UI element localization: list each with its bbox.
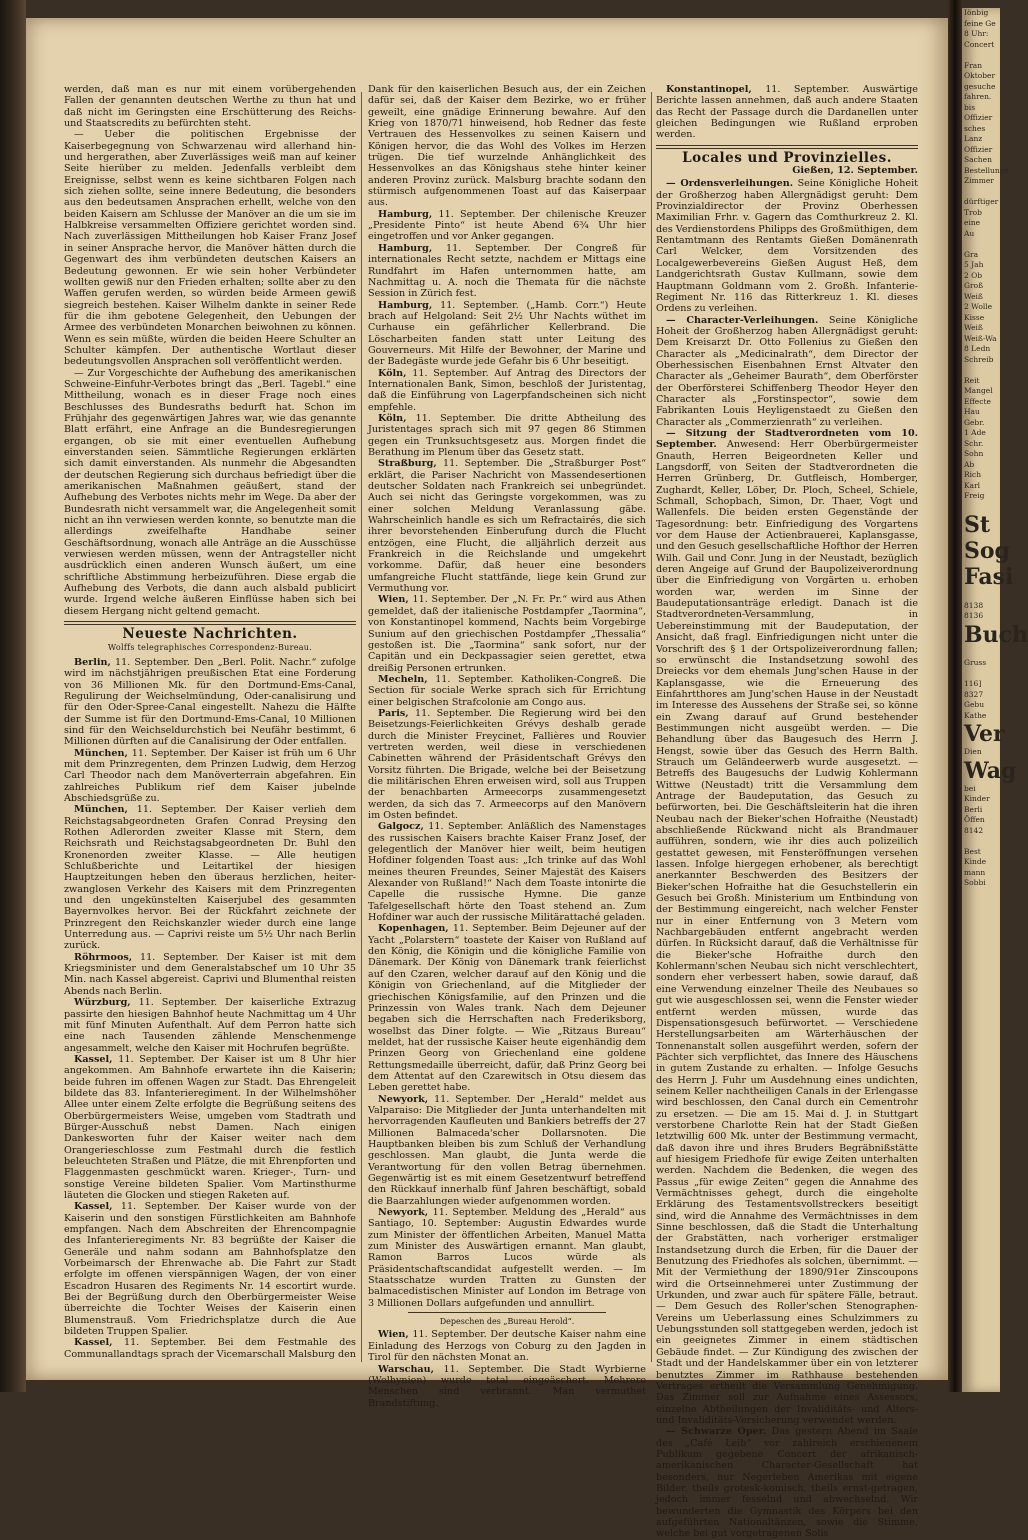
next-page-line [962,836,1000,847]
section-subheading: Wolffs telegraphisches Correspondenz-Bureau. [107,642,313,652]
dateline: München, [74,804,128,816]
news-text: 11. September. Die Regierung wird bei den Beisetzungs-Feierlichkeiten Grévys deshalb gerade durch die Minister Freycinet, Fallières und Rouvier vertreten werden, weil diese in verschiedenen Cabinetten während der Präsidentschaft Grévys den Vorsitz führten. Die Brigade, welche bei der Beisetzung die militärischen Ehren erweisen wird, soll aus Truppen der benachbarten Armeecorps zusammengesetzt werden, da sich das 7. Armeecorps auf den Manövern im Osten befindet. [368,707,646,821]
news-item [64,1054,356,1201]
next-page-line: 8 Ledn [964,344,991,353]
next-page-line [962,365,1000,376]
local-item [656,315,918,428]
dateline: Straßburg, [378,458,437,470]
next-page-line: Gebu [964,700,985,709]
next-page-line: 8138 [964,600,984,610]
news-text: 11. September. Bei dem Festmahle des Communallandtags sprach der Vicemarschall Malsburg den [64,1337,356,1360]
dateline: Röhrmoos, [74,951,133,963]
news-item [64,657,356,748]
news-item [64,1337,356,1360]
news-text: 11. September. Der „Herald“ meldet aus Valparaiso: Die Mitglieder der Junta unterhandelten mit hervorragenden Kaufleuten und Bankiers betreffs der 27 Millionen Balmaceda'scher Dollarsnoten. Die Hauptbanken bleiben bis zum Schluß der Verhandlung geschlossen. Man glaubt, die Junta werde die Verantwortung für den vollen Betrag übernehmen. Gegenwärtig ist es mit einem Gesetzentwurf betreffend den Rückkauf innerhalb fünf Jahren beschäftigt, sobald die Baarzahlungen wieder aufgenommen worden. [368,1093,646,1207]
news-text: 11. September. Der kaiserliche Extrazug passirte den hiesigen Bahnhof heute Nachmittag um 4 Uhr mit fünf Minuten Aufenthalt. Auf dem Perron hatte sich eine nach Tausenden zählende Menschenmenge angesammelt, welche den Kaiser mit Hochrufen begrüßte. [64,997,356,1054]
next-page-line: Ver [964,721,1005,747]
next-page-line: Trob [964,207,982,217]
news-text: 11. September. Der chilenische Kreuzer „Presidente Pinto“ ist heute Abend 6¾ Uhr hier eingetroffen und vor Anker gegangen. [368,208,646,243]
dateline: Würzburg, [74,997,131,1009]
news-item [368,1329,646,1363]
local-text: Das gestern Abend im Saale des „Café Leib“ vor zahlreich erschienenem Publikum gegebene Concert der afrikanisch-amerikanischen Character-Gesellschaft hat besonders, nur Negerleben Amerikas mit eigene Bilder, theils grotesk-komisch, theils ernst-getragen, jedoch immer fesselnd und abwechselnd. Wir bewunderten die Gymnastik des Körpers bei den aufgeführten Nationaltänzen, sowie die Stimme, welche bei gut vorgetragenen Solis [656,1426,918,1540]
next-page-line: Wag [964,757,1017,784]
dateline: Newyork, [378,1207,429,1219]
news-item [368,708,646,821]
local-item [656,1426,918,1539]
next-page-line [962,239,1000,250]
news-text: 11. September. Der Kaiser ist früh um 6 Uhr mit dem Prinzregenten, dem Prinzen Ludwig, dem Herzog Carl Theodor nach dem Manöverterrain abgefahren. Ein zahlreiches Publikum rief dem Kaiser jubelnde Abschiedsgrüße zu. [64,747,356,804]
dateline: Paris, [378,707,409,719]
column-rule [651,92,652,1362]
news-item [368,1207,646,1309]
dateline: Wien, [378,1329,409,1341]
next-page-line: Weiß-Wa [964,333,997,343]
next-page-line: bis [964,102,976,112]
next-page-line [962,590,1000,601]
dateline: Hamburg, [378,208,433,220]
depeschen-heading: Depeschen des „Bureau Herold“. [439,1317,575,1327]
next-page-line: 8142 [964,825,984,835]
news-item [368,209,646,243]
news-text: 11. September. Auf Antrag des Directors der Internationalen Bank, Simon, beschloß der Juristentag, daß die Einführung von Lagerpfandscheinen sich nicht empfehle. [368,367,646,413]
next-page-line: Mangel [964,386,993,395]
book-gutter [948,0,962,1392]
news-item [368,821,646,923]
section-divider [64,621,356,625]
next-page-line: Sobbi [964,878,986,887]
news-item [64,952,356,997]
next-page-line: 116] [964,679,982,688]
next-page-line: Fasi [964,564,1014,590]
next-page-line [962,50,1000,61]
next-page-line: Bestellungs [964,165,1009,175]
next-page-line: 8 Uhr: [964,29,989,38]
dateline: Kopenhagen, [378,923,449,935]
article-paragraph: — Ueber die politischen Ergebnisse der Kaiserbegegnung von Schwarzenau wird allerhand hin- und hergerathen, aber Zuverlässiges weiß man auf keiner Seite hierüber zu melden. Jedenfalls verbleibt dem Ereignisse, selbst wenn es keine sichtbaren Folgen nach sich ziehen sollte, seine innere Bedeutung, die besonders aus den bedeutsamen Ansprachen erhellt, welche von den beiden Kaisern am Schlusse der Manöver an die um sie im Halbkreise versammelten Offiziere gerichtet worden sind. Nach zuverlässigen Mittheilungen hob Kaiser Franz Josef in seiner Ansprache hervor, die Manöver hätten durch die Gegenwart des ihm verbündeten deutschen Kaisers an Bedeutung gewonnen. Er wie sein hoher Verbündeter wollten gewiß nur den Frieden erhalten; sollte aber zu den Waffen gerufen werden, so würden beide Armeen gewiß siegreich bestehen. Kaiser Wilhelm dankte in seiner Rede für die ihm gebotene Gelegenheit, den Uebungen der Armee des verbündeten Monarchen beiwohnen zu können. Wenn es sein müßte, würden die beiden Heere Schulter an Schulter kämpfen. Der authentische Wortlaut dieser bedeutungsvollen Ansprachen soll veröffentlicht werden. [64,129,356,368]
next-page-line [962,187,1000,198]
dateline: Hamburg, [378,242,433,254]
next-page-fragment [962,8,1028,1392]
local-text: Anwesend: Herr Oberbürgermeister Gnauth, Herren Beigeordneten Keller und Langsdorff, von Seiten der Stadtverordneten die Herren Grünberg, Dr. Gutfleisch, Homberger, Zughardt, Keller, Löber, Dr. Ploch, Scheel, Schiele, Schmall, Schopbach, Simon, Dr. Thaer, Vogt und Wallenfels. Die beiden ersten Gegenstände der Tagesordnung: betr. Einfriedigung des Vorgartens vor dem Hause der Actienbrauerei, Kaplansgasse, und den Gesuch gesellschaftliche Hofthor der Herren Wilh. Gail und Conr. Jung in der Neustadt, bezüglich deren Angeige auf Grund der Baupolizeiverordnung über die Einfriedigung von Vorgärten u. erhoben worden war, werden im Sinne der Baudeputationsanträge erledigt. Danach ist die Stadtverordneten-Versammlung, in Uebereinstimmung mit der Baudeputation, der Ansicht, daß fragl. Einfriedigungen nicht unter die Vorschrift des § 1 der Ortspolizeiverordnung fallen; so erwünscht die Instandsetzung sowohl des Dreiecks vor dem ehemals Jung'schen Hause in der Kaplansgasse, wie die Erneuerung des Einfahrtthores am Jung'schen Hause in der Neustadt im Interesse des Aussehens der Straße sei, so könne ein Zwang darauf auf Grund bestehender Bestimmungen nicht ausgeübt werden. — Die Behandlung über das Baugesuch des Herrn J. Hengst, sowie über das Gesuch des Herrn Balth. Strauch um Geländeerwerb wurde ausgesetzt. — Betreffs des Baugesuchs der Ludwig Kohlermann Wittwe (Neustadt) tritt die Versammlung dem Antrage der Baudeputation, das Gesuch zu befürworten, bei. Die Geschäftsleiterin hat die ihren Neubau nach der Bieker'schen Hofraithe (Neustadt) abschließende Rückwand nicht als Brandmauer aufführen, sondern, wie ihr dies auch polizeilich gestattet gewesen, mit Fensteröffnungen versehen lassen. Infolge hiergegen erhobener, als berechtigt anerkannter Beschwerden des Besitzers der Bieker'schen Hofraithe hat die Gesuchstellerin ein Gesuch bei Großh. Ministerium um Entbindung von der Bestimmung eingereicht, nach welcher Fenster nur in einer Entfernung von 3 Metern vom Nachbargebäuden entfernt angebracht werden dürfen. In Rücksicht darauf, daß die Verhältnisse für die Bieker'sche Hofraithe durch den Kohlermann'schen Neubau sich nicht verschlechtert, sondern eher verbessert haben, sowie darauf, daß eine Verwendung einzelner Theile des Neubaues so gut wie ausgeschlossen sei, wenn die Fenster wieder entfernt werden müssen, wurde das Dispensationsgesuch befürwortet. — Verschiedene Herstellungsarbeiten am Wärterhäuschen der Tonnenanstalt sollen ausgeführt werden, sofern der Pächter sich verpflichtet, das Innere des Häuschens in gutem Zustande zu erhalten. — Infolge Gesuchs des Herrn J. Fuhr um Ausdehnung eines undichten, seinem Keller nachtheiligen Canals in der Erlengasse wird beschlossen, den Canal durch ein Cementrohr zu ersetzen. — Die am 15. Mai d. J. in Stuttgart verstorbene Charlotte Rein hat der Stadt Gießen letztwillig 600 Mk. unter der Bestimmung vermacht, daß davon ihre und ihres Bruders Begräbnißstätte auf hiesigem Friedhofe für ewige Zeiten unterhalten werden. Nachdem die Bedenken, die wegen des Passus „für ewige Zeiten“ gegen die Annahme des Vermächtnisses gehegt, durch die eingeholte Erklärung des Testamentsvollstreckers beseitigt sind, wird die Annahme des Vermächtnisses in dem Sinne beschlossen, daß die Stadt die Unterhaltung der Grabstätten, nach vorheriger erstmaliger Instandsetzung durch die Erben, für die Dauer der Benutzung des Friedhofes als solchen, übernimmt. — Mit der Vermiethung der 1890/91er Zinscoupons wird die Ortseinnehmerei unter Zustimmung der Urkunden, und zwar auch für spätere Fälle, betraut. — Dem Gesuch des Roller'schen Stenographen-Vereins um Ueberlassung eines Schulzimmers zu Uebungsstunden soll stattgegeben werden, jedoch ist ein geeignetes Zimmer in einem städtischen Gebäude findet. — Zur Kündigung des zwischen der Stadt und der Handelskammer über ein von letzterer benutztes Zimmer im Rathhause bestehenden Vertrages ertheilt die Versammlung Genehmigung. Das Zimmer soll zur Aufnahme eines Assessors, einzelne Abtheilungen der Invaliditäts- und Alters- und Invaliditäts-Versicherung verwendet werden. [656,439,918,1426]
news-item [368,300,646,368]
next-page-line: 8327 [964,689,984,699]
news-text: 11. September. Der Kaiser ist mit dem Kriegsminister und dem Generalstabschef um 10 Uhr 35 Min. nach Kassel abgereist. Caprivi und Blumenthal reisten Abends nach Berlin. [64,951,356,997]
section-heading: Neueste Nachrichten. [122,626,298,643]
next-page-line: Freig [964,491,985,500]
article-paragraph: — Zur Vorgeschichte der Aufhebung des amerikanischen Schweine-Einfuhr-Verbotes bringt das „Berl. Tagebl.“ eine Mittheilung, wonach es in dieser Frage noch eines Beschlusses des Bundesraths bedurft hat. Schon im Frühjahr des gegenwärtigen Jahres war, wie das genannte Blatt erfährt, eine Anfrage an die Bundesregierungen ergangen, ob sie mit einer eventuellen Aufhebung einverstanden seien. Sämmtliche Regierungen erklärten sich damit einverstanden. Als nunmehr die Abgesandten der deutschen Regierung sich durchaus befriedigt über die amerikanischen Maßnahmen geäußert, stand der Aufhebung des Verbotes nichts mehr im Wege. Da aber der Bundesrath nicht versammelt war, die Angelegenheit somit nicht an ihn verwiesen werden konnte, so benutzte man die allerdings zweifelhafte Handhabe seiner Geschäftsordnung, wonach alle Anträge an die Ausschüsse verwiesen werden müssen, wenn der Antragsteller nicht ausdrücklich einen anderen Wunsch äußert, um eine schriftliche Abstimmung herbeizuführen. Diese ergab die Aufhebung des Verbots, die dann auch alsbald publicirt wurde. Irgend welche äußeren Einflüsse haben sich bei diesem Hergang nicht geltend gemacht. [64,367,356,617]
local-item [656,178,918,314]
next-page-line: Sachen [964,155,992,164]
dateline: Berlin, [74,656,111,668]
dateline: Wien, [378,594,409,606]
column-2 [368,84,646,1409]
news-item [656,84,918,141]
news-item [64,997,356,1054]
news-text: 11. September. Katholiken-Congreß. Die Section für sociale Werke sprach sich für Errichtung einer belgischen Strafcolonie am Congo aus. [368,673,646,708]
dateline: Kassel, [74,1201,113,1213]
next-page-line: Rich [964,470,982,479]
local-dateline: Gießen, 12. September. [792,165,918,177]
news-text: 11. September. Der Kaiser wurde von der Kaiserin und den sonstigen Fürstlichkeiten am Bahnhofe empfangen. Nach dem Abschreiten der Ehrencompagnie des Infanterieregiments Nr. 83 begrüßte der Kaiser die Generäle und nahm sodann am Bahnhofsplatze den Vorbeimarsch der Ehrenwache ab. Die Fahrt zur Stadt erfolgte im offenen vierspännigen Wagen, der von einer Escadron Husaren des Regiments Nr. 14 escortirt wurde. Bei der Begrüßung durch den Oberbürgermeister Weise überreichte die Tochter Weises der Kaiserin einen Blumenstrauß. Vom Friedrichsplatze durch die Aue bildeten Truppen Spalier. [64,1201,356,1338]
next-page-line: dürftiger [964,197,999,206]
dateline: Kassel, [74,1053,113,1065]
next-page-line: St [964,512,991,538]
news-item [368,458,646,594]
news-text: 11. September. Der Congreß für internationales Recht setzte, nachdem er Mittags eine Rundfahrt im Hafen unternommen hatte, am Nachmittag u. A. noch die Themata für die nächste Session in Zürich fest. [368,242,646,300]
dateline: Konstantinopel, [666,84,752,95]
item-lead: — Ordensverleihungen. [666,178,794,190]
news-text: 11. September. Auswärtige Berichte lassen annehmen, daß auch andere Staaten das Recht der Passage durch die Dardanellen unter gleichen Bedingungen wie Rußland erproben werden. [656,84,918,141]
dateline: München, [74,747,128,759]
local-item [656,428,918,1426]
next-page-line: Kisse [964,312,985,322]
next-page-line: Dien [964,747,982,756]
next-page-line: Kathe [964,710,987,720]
next-page-line: Lanz [964,134,983,143]
next-page-line: bei [964,783,976,793]
news-text: 11. September. Die „Straßburger Post“ erklärt, die Pariser Nachricht von Massendesertionen deutscher Soldaten nach Frankreich sei unbegründet. Auch sei nicht das Geringste vorgekommen, was zu einer solchen Meldung Veranlassung gäbe. Wahrscheinlich handle es sich um Refractairés, die sich ihrer bevorstehenden Einberufung durch die Flucht entzögen, eine Flucht, die alljährlich derzeit aus Frankreich in die Reichslande und umgekehrt vorkomme. Dafür, daß heuer eine besonders umfangreiche Flucht stattfände, liege kein Grund zur Vermuthung vor. [368,458,646,595]
item-lead: — Sitzung der Stadtverordneten vom 10. September. [656,427,918,451]
next-page-line: Berli [964,804,983,814]
next-page-line: Best [964,846,981,856]
next-page-line: gesuche [964,81,996,91]
news-item [368,1094,646,1207]
article-paragraph: Dank für den kaiserlichen Besuch aus, der ein Zeichen dafür sei, daß der Kaiser dem Bezirke, wo er früher geweilt, eine gnädige Erinnerung bewahre. Auf den Krieg von 1870/71 hinweisend, hob Redner das feste Vertrauen des Hessenvolkes zu seinen Kaisern und Königen hervor, die das Wohl des Volkes im Herzen trügen. Die tief wurzelnde Anhänglichkeit des Hessenvolkes an das Königshaus stehe hinter keiner anderen Provinz zurück. Malsburg brachte sodann den stürmisch aufgenommenen Toast auf das Kaiserpaar aus. [368,84,646,209]
next-page-line: Reit [964,375,980,385]
next-page-line: Iönbig [964,8,989,17]
next-page-line: mann [964,867,986,877]
next-page-line: 2 Wolle [964,302,993,311]
dateline: Warschau, [378,1363,434,1375]
news-text: 11. September. Anläßlich des Namenstages des russischen Kaisers brachte Kaiser Franz Josef, der gelegentlich der Manöver hier weilt, beim heutigen Hofdiner folgenden Toast aus: „Ich trinke auf das Wohl meines theuren Freundes, Seiner Majestät des Kaisers Alexander von Rußland!“ Nach dem Toaste intonirte die Capelle die russische Hymne. Die ganze Tafelgesellschaft hörte den Toast stehend an. Zum Hofdiner war auch der russische Militärattaché geladen. [368,821,646,924]
news-text: 11. September. („Hamb. Corr.“) Heute brach auf Helgoland: Seit 2½ Uhr Nachts wüthet im Curhause ein gefährlicher Kellerbrand. Die Löscharbeiten fanden statt unter Leitung des Gouverneurs. Mit Hilfe der Bewohner, der Marine und der Badegäste wurde jede Gefahr bis 6 Uhr beseitigt. [368,299,646,368]
dateline: Newyork, [378,1093,429,1105]
next-page-line [962,502,1000,513]
next-page-line: Ab [964,459,975,469]
next-page-line: Schr. [964,438,984,448]
next-page-line: Au [964,228,975,238]
column-3 [656,84,918,1540]
column-rule [361,92,362,1362]
dateline: Hamburg, [378,299,433,311]
next-page-line: 2 Ob [964,270,983,280]
news-item [64,748,356,805]
next-page-line: Gra [964,249,979,259]
news-item [368,923,646,1093]
next-page-line: Offizier [964,144,993,154]
news-text: 11. September. Die Stadt Wyrbierne (Wolhynien) wurde total eingeäschert. Mehrere Menschen sind verbrannt. Man vermuthet Brandstiftung. [368,1363,646,1409]
next-page-line: 1 Ade [964,428,986,437]
news-item [64,1201,356,1337]
next-page-line: Concert [964,39,995,49]
news-text: 11. September. Der „N. Fr. Pr.“ wird aus Athen gemeldet, daß der italienische Postdampfer „Taormina“, von Konstantinopel kommend, Nachts beim Vorgebirge Sunium auf den griechischen Postdampfer „Thessalia“ gestoßen ist. Die „Taormina“ sank sofort, nur der Capitän und ein Deckpassagier seien gerettet, etwa dreißig Personen ertrunken. [368,594,646,674]
next-page-line: Sog [964,538,1010,564]
dateline: Köln, [378,367,407,379]
next-page-line: Öffen [964,815,985,824]
next-page-line: Groß [964,281,984,290]
next-page-line: Weiß [964,323,983,332]
next-page-line [962,648,1000,659]
news-item [368,243,646,300]
news-text: 11. September. Meldung des „Herald“ aus Santiago, 10. September: Augustin Edwardes wurde zum Minister der öffentlichen Arbeiten, Manuel Matta zum Minister des Auswärtigen ernannt. Man glaubt, Ramon Barros Lucos würde als Präsidentschaftscandidat aufgestellt werden. — Im Staatsschatze wurden Tratten zu Gunsten der balmacedistischen Minister auf London im Betrage von 3 Millionen Dollars aufgefunden und annullirt. [368,1207,646,1309]
next-page-line: Kinde [964,857,987,866]
section-divider [656,145,918,149]
item-lead: — Schwarze Oper. [666,1426,767,1438]
local-text: Seine Königliche Hoheit der Großherzog haben Allergnädigst geruht: Dem Kreisarzt Dr. Otto Follenius zu Gießen den Character als „Medicinalrath“, dem Director der Oberhessischen Eisenbahnen Ernst Altvater den Character als „Geheimer Baurath“, dem Oberförster der Oberförsterei Schiffenberg Theodor Heyer den Character als „Forstinspector“, sowie dem Fabrikanten Louis Heyligenstaedt zu Gießen den Character als „Commerzienrath“ zu verleihen. [656,314,918,428]
news-item [368,413,646,458]
next-page-line: Weiß [964,291,983,301]
article-paragraph: werden, daß man es nur mit einem vorübergehenden Fallen der genannten deutschen Werthe zu thun hat und daß nicht im Geringsten eine Erschütterung des Reichs- und Staatscredits zu befürchten steht. [64,84,356,130]
next-page-line: Schreib [964,354,994,364]
news-text: 11. September. Die dritte Abtheilung des Juristentages sprach sich mit 97 gegen 86 Stimmen gegen ein Trunksuchtsgesetz aus. Morgen findet die Berathung im Plenum über das Gesetz statt. [368,412,646,458]
local-text: Seine Königliche Hoheit der Großherzog haben Allergnädigst geruht: Dem Provinzialdirector der Provinz Oberhessen Maximilian Frhr. v. Gagern das Comthurkreuz 2. Kl. des Verdienstordens Philipps des Großmüthigen, dem Rentamtmann des Rentamts Gießen Domänenrath Carl Welcker, dem Vorsitzenden des Localgewerbevereins Gießen August Heß, dem Landgerichtsrath Gustav Kullmann, sowie dem Hauptmann Goldmann vom 2. Großh. Infanterie-Regiment Nr. 116 das Ritterkreuz 1. Kl. dieses Ordens zu verleihen. [656,178,918,315]
next-page-line: Hau [964,407,980,416]
next-page-line: Gruss [964,658,987,667]
news-item [368,594,646,673]
next-page-line: Buch [964,621,1028,648]
next-page-line: Effecte [964,396,991,406]
next-page-line: feine Ge [964,18,996,28]
next-page-line: Sohn [964,449,984,458]
next-page-line: Fran [964,60,983,70]
news-item [368,1364,646,1409]
news-text: 11. September. Der Kaiser verlieh dem Reichstagsabgeordneten Grafen Conrad Preysing den Rothen Adlerorden zweiter Klasse mit Stern, dem Reichsrath und Reichstagsabgeordneten Dr. Buhl den Kronenorden zweiter Klasse. — Alle heutigen Schlußberichte und Leitartikel der hiesigen Hauptzeitungen heben den überaus herzlichen, heiter-zwanglosen Verkehr des Kaisers mit dem Prinzregenten und den ungekünstelten Kaiserjubel des gesammten Bayernvolkes hervor. Bei der Rückfahrt zeichnete der Prinzregent den Reichskanzler wieder durch eine lange Unterredung aus. — Caprivi reiste um 5½ Uhr nach Berlin zurück. [64,804,356,952]
news-item [368,368,646,413]
next-page-line: 8136 [964,611,984,620]
next-page-line: eine [964,218,981,227]
next-page-line: Gebr. [964,417,985,427]
next-page-line: Oktober [964,71,996,80]
section-heading: Locales und Provinzielles. [682,149,892,166]
dateline: Köln, [378,412,407,424]
news-text: 11. September. Beim Dejeuner auf der Yacht „Polarstern“ toastete der Kaiser von Rußland auf den König, die Königin und die königliche Familie von Dänemark. Der König von Dänemark trank feierlichst auf den Czaren, welcher darauf auf den König und die Königin von Griechenland, auf die Mitglieder der griechischen Königsfamilie, auf den Prinzen und die Prinzessin von Wales trank. Nach dem Dejeuner begaben sich die Herrschaften nach Frederiksborg, woselbst das Diner folgte. — Wie „Ritzaus Bureau“ meldet, hat der russische Kaiser heute eigenhändig dem Prinzen Georg von Griechenland eine goldene Rettungsmedaille überreicht, dafür, daß Prinz Georg bei dem Attentat auf den Czarewitsch in Otsu diesem das Leben gerettet habe. [368,923,646,1094]
next-page-line: sches [964,123,986,133]
next-page-line [962,669,1000,680]
news-text: 11. September. Der deutsche Kaiser nahm eine Einladung des Herzogs von Coburg zu den Jagden in Tirol für den nächsten Monat an. [368,1329,646,1364]
column-1 [64,84,356,1360]
news-item [64,804,356,951]
news-text: 11. September. Der Kaiser ist um 8 Uhr hier angekommen. Am Bahnhofe erwartete ihn die Kaiserin; beide fuhren im offenen Wagen zur Stadt. Das Ehrengeleit bildete das 83. Infanterieregiment. In der Wilhelmshöher Allee unter einem Zelte erfolgte die Begrüßung seitens des Oberbürgermeisters Weise, umgeben vom Stadtrath und Bürger-Ausschuß nebst Damen. Nach einigen Dankesworten fuhr der Kaiser weiter nach dem Orangerieschlosse zum Festmahl durch die festlich beleuchteten Straßen und Plätze, die mit Ehrenpforten und Flaggenmasten geschmückt waren. Krieger-, Turn- und sonstige Vereine bildeten Spalier. Vom Martinsthurme läuteten die Glocken und stiegen Raketen auf. [64,1053,356,1201]
dateline: Mecheln, [378,673,428,685]
dateline: Galgocz, [378,821,424,833]
left-book-edge [0,0,26,1392]
divider [408,1312,606,1313]
item-lead: — Character-Verleihungen. [666,314,819,326]
next-page-line: Zimmer [964,176,994,185]
dateline: Kassel, [74,1337,113,1349]
next-page-line: Karl [964,480,981,490]
next-page-line: 5 Jah [964,260,984,269]
next-page-line: Kinder [964,794,990,803]
next-page-line: Offizier [964,113,993,122]
next-page-line: fahren. [964,92,992,101]
news-text: 11. September. Den „Berl. Polit. Nachr.“ zufolge wird im nächstjährigen preußischen Etat eine Forderung von 36 Millionen Mk. für den Dortmund-Ems-Canal, Regulirung der Weichselmündung, Oder-canalisirung und für den Oder-Spree-Canal eingestellt. Nahezu die Hälfte der Summe ist für den Dortmund-Ems-Canal, 10 Millionen sind für den Weichseldurchstich bei Neufähr bestimmt, 6 Millionen dürften auf die Canalisirung der Oder entfallen. [64,656,356,748]
news-item [368,674,646,708]
